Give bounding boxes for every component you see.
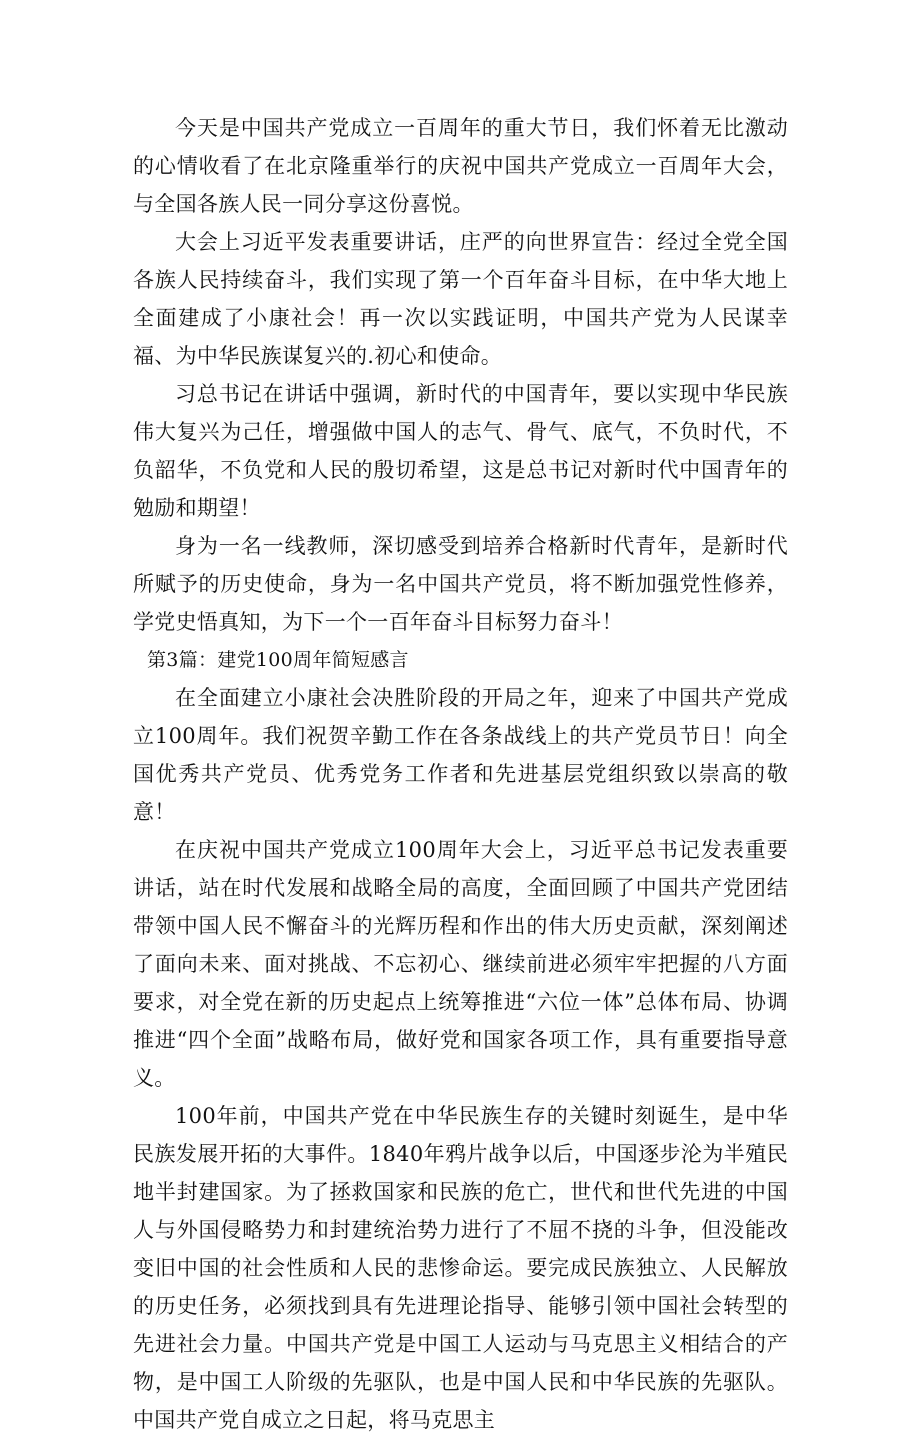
paragraph-centenary-greeting: 在全面建立小康社会决胜阶段的开局之年，迎来了中国共产党成立100周年。我们祝贺辛勤工作在各条战线上的共产党员节日！向全国优秀共产党员、优秀党务工作者和先进基层党组织致以崇高的敬意！	[133, 686, 788, 824]
paragraph-teacher-reflection: 身为一名一线教师，深切感受到培养合格新时代青年，是新时代所赋予的历史使命，身为一名中国共产党员，将不断加强党性修养，学党史悟真知，为下一个一百年奋斗目标努力奋斗！	[133, 534, 788, 634]
paragraph-conference-speech: 在庆祝中国共产党成立100周年大会上，习近平总书记发表重要讲话，站在时代发展和战略全局的高度，全面回顾了中国共产党团结带领中国人民不懈奋斗的光辉历程和作出的伟大历史贡献，深刻阐述了面向未来、面对挑战、不忘初心、继续前进必须牢牢把握的八方面要求，对全党在新的历史起点上统筹推进“六位一体”总体布局、协调推进“四个全面”战略布局，做好党和国家各项工作，具有重要指导意义。	[133, 838, 788, 1090]
section-heading: 第3篇：建党100周年简短感言	[147, 649, 409, 671]
document-body	[133, 109, 788, 1439]
paragraph-party-history: 100年前，中国共产党在中华民族生存的关键时刻诞生，是中华民族发展开拓的大事件。1840年鸦片战争以后，中国逐步沦为半殖民地半封建国家。为了拯救国家和民族的危亡，世代和世代先进的中国人与外国侵略势力和封建统治势力进行了不屈不挠的斗争，但没能改变旧中国的社会性质和人民的悲惨命运。要完成民族独立、人民解放的历史任务，必须找到具有先进理论指导、能够引领中国社会转型的先进社会力量。中国共产党是中国工人运动与马克思主义相结合的产物，是中国工人阶级的先驱队，也是中国人民和中华民族的先驱队。中国共产党自成立之日起，将马克思主	[133, 1104, 788, 1432]
paragraph-celebration: 今天是中国共产党成立一百周年的重大节日，我们怀着无比激动的心情收看了在北京隆重举行的庆祝中国共产党成立一百周年大会，与全国各族人民一同分享这份喜悦。	[133, 116, 788, 216]
paragraph-speech-declaration: 大会上习近平发表重要讲话，庄严的向世界宣告：经过全党全国各族人民持续奋斗，我们实现了第一个百年奋斗目标，在中华大地上全面建成了小康社会！再一次以实践证明，中国共产党为人民谋幸福、为中华民族谋复兴的.初心和使命。	[133, 230, 788, 368]
paragraph-youth-emphasis: 习总书记在讲话中强调，新时代的中国青年，要以实现中华民族伟大复兴为己任，增强做中国人的志气、骨气、底气，不负时代，不负韶华，不负党和人民的殷切希望，这是总书记对新时代中国青年的勉励和期望！	[133, 382, 788, 520]
